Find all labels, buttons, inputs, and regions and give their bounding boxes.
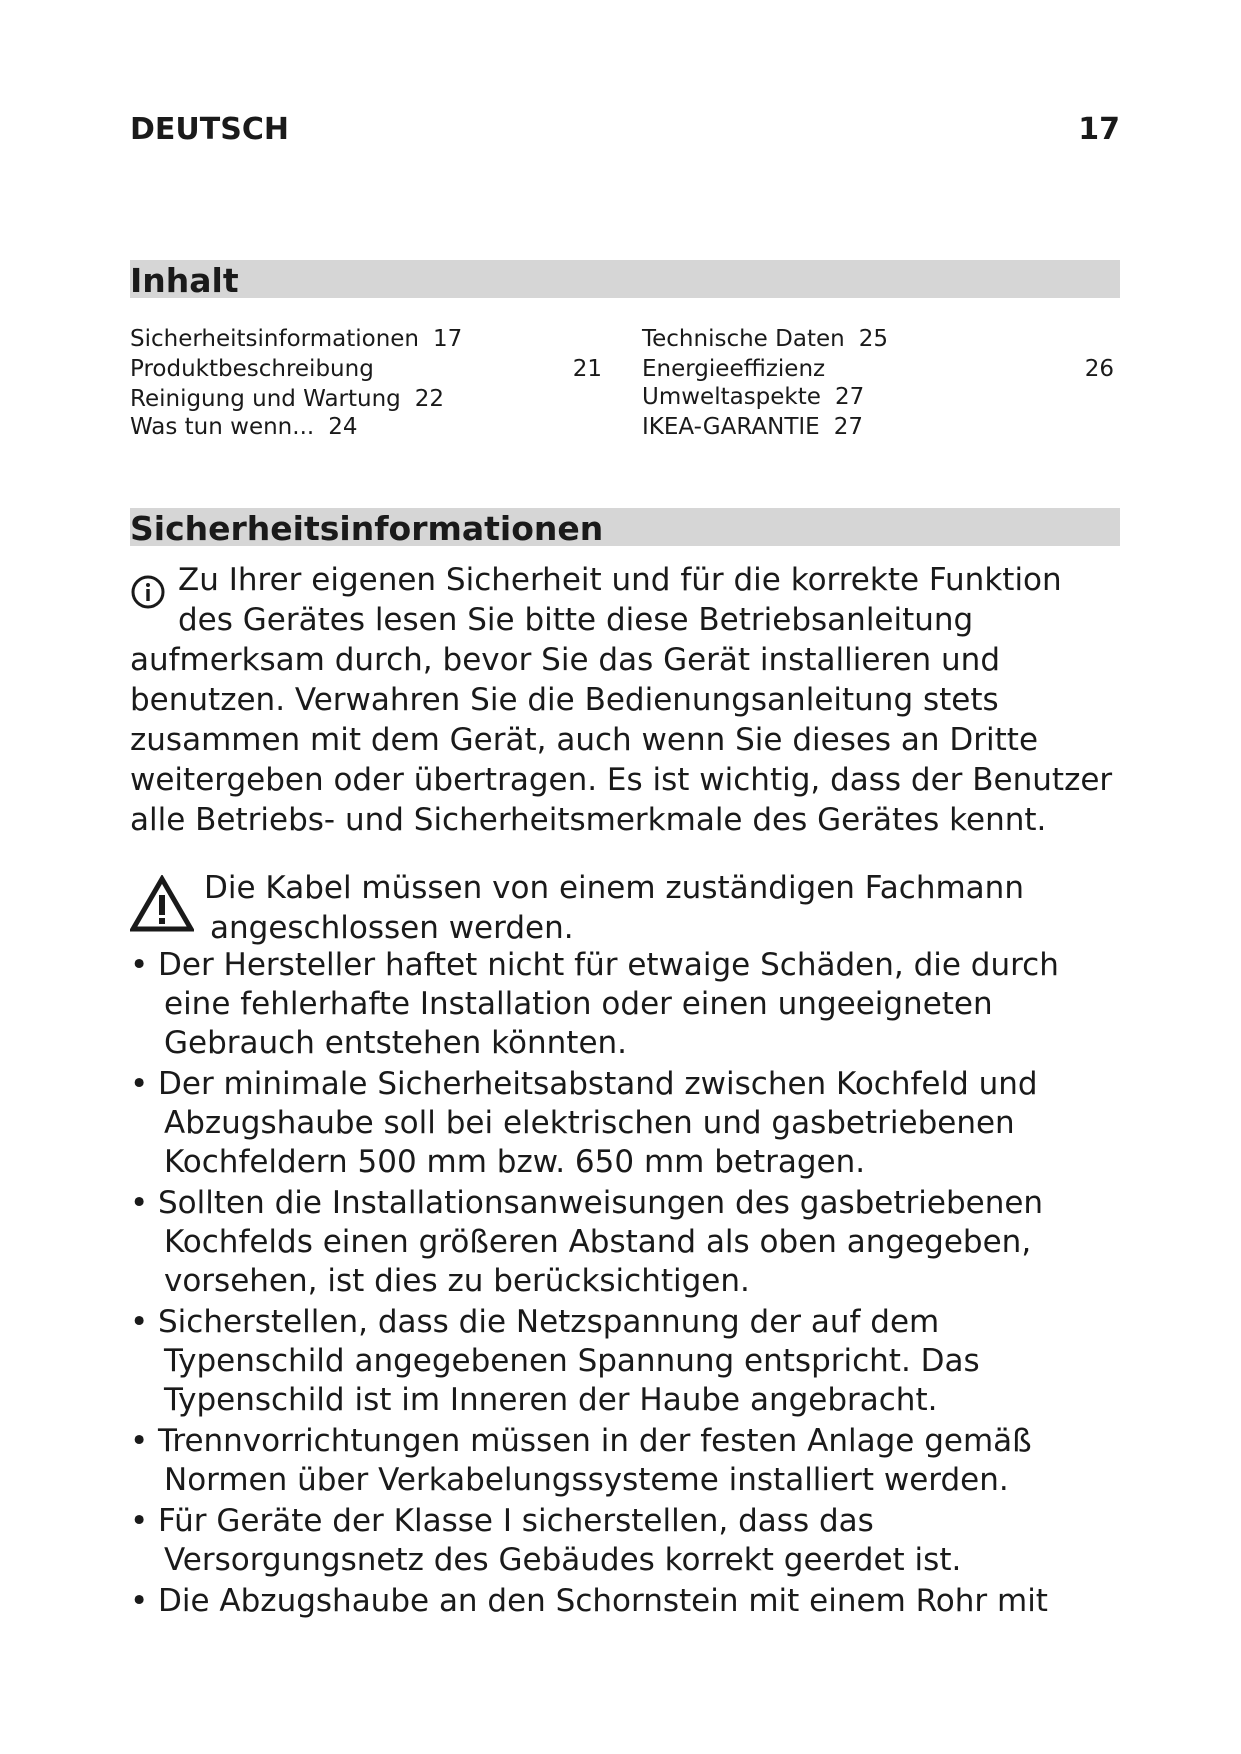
toc-item[interactable] xyxy=(642,412,863,442)
safety-bullet-list xyxy=(130,946,1130,1623)
bullet-dot: • xyxy=(130,1185,149,1221)
toc-item[interactable] xyxy=(130,412,357,442)
text-line: des Gerätes lesen Sie bitte diese Betriebsanleitung xyxy=(178,602,974,638)
toc-item-page: 26 xyxy=(1084,356,1114,382)
text-line: • Der minimale Sicherheitsabstand zwischen Kochfeld und xyxy=(130,1066,1038,1102)
text-line: Gebrauch entstehen könnten. xyxy=(164,1025,628,1061)
list-item xyxy=(130,946,1130,1063)
text-line: Die Kabel müssen von einem zuständigen Fachmann xyxy=(204,870,1024,906)
toc-item-label: Produktbeschreibung xyxy=(130,356,374,382)
toc-item-label: Technische Daten xyxy=(642,326,845,352)
text-line: Typenschild ist im Inneren der Haube angebracht. xyxy=(164,1382,938,1418)
bullet-dot: • xyxy=(130,1066,149,1102)
safety-title: Sicherheitsinformationen xyxy=(130,509,604,548)
toc-item-page: 27 xyxy=(833,414,863,440)
toc-item-page: 24 xyxy=(328,414,358,440)
text-line: Abzugshaube soll bei elektrischen und gasbetriebenen xyxy=(164,1105,1015,1141)
bullet-dot: • xyxy=(130,1503,149,1539)
safety-intro-paragraph xyxy=(130,560,1130,840)
toc-item[interactable] xyxy=(642,354,1114,384)
list-item xyxy=(130,1184,1130,1301)
text-line: • Die Abzugshaube an den Schornstein mit einem Rohr mit xyxy=(130,1583,1048,1619)
toc-item-page: 22 xyxy=(414,386,445,412)
bullet-dot: • xyxy=(130,1423,149,1459)
text-line: weitergeben oder übertragen. Es ist wichtig, dass der Benutzer xyxy=(130,762,1113,798)
text-line: Normen über Verkabelungssysteme installiert werden. xyxy=(164,1462,1009,1498)
text-line: • Trennvorrichtungen müssen in der festen Anlage gemäß xyxy=(130,1423,1032,1459)
text-line: • Für Geräte der Klasse I sicherstellen, dass das xyxy=(130,1503,874,1539)
toc-item[interactable] xyxy=(130,384,444,414)
toc-title: Inhalt xyxy=(130,261,239,300)
toc-item-label: Sicherheitsinformationen xyxy=(130,326,420,352)
text-line: aufmerksam durch, bevor Sie das Gerät installieren und xyxy=(130,642,1000,678)
safety-warning-paragraph xyxy=(130,868,1130,948)
list-item xyxy=(130,1422,1130,1500)
text-line: • Sollten die Installationsanweisungen des gasbetriebenen xyxy=(130,1185,1044,1221)
bullet-dot: • xyxy=(130,1304,149,1340)
text-line: Typenschild angegebenen Spannung entspricht. Das xyxy=(164,1343,980,1379)
text-line: zusammen mit dem Gerät, auch wenn Sie dieses an Dritte xyxy=(130,722,1039,758)
text-line: angeschlossen werden. xyxy=(210,910,574,946)
page-number: 17 xyxy=(1078,112,1120,147)
toc-item-page: 25 xyxy=(858,326,888,352)
list-item xyxy=(130,1065,1130,1182)
bullet-dot: • xyxy=(130,1583,149,1619)
list-item xyxy=(130,1582,1130,1621)
toc-item-page: 17 xyxy=(433,326,463,352)
toc-item[interactable] xyxy=(130,324,462,354)
toc-item-label: Energieeffizienz xyxy=(642,356,826,382)
text-line: eine fehlerhafte Installation oder einen ungeeigneten xyxy=(164,986,993,1022)
text-line: Versorgungsnetz des Gebäudes korrekt geerdet ist. xyxy=(164,1542,962,1578)
text-line: • Sicherstellen, dass die Netzspannung der auf dem xyxy=(130,1304,940,1340)
text-line: alle Betriebs- und Sicherheitsmerkmale des Gerätes kennt. xyxy=(130,802,1047,838)
toc-item-label: Was tun wenn... xyxy=(130,414,315,440)
toc-item-label: Reinigung und Wartung xyxy=(130,386,401,412)
text-line: Kochfeldern 500 mm bzw. 650 mm betragen. xyxy=(164,1144,866,1180)
toc-item[interactable] xyxy=(642,382,864,412)
text-line: • Der Hersteller haftet nicht für etwaige Schäden, die durch xyxy=(130,947,1059,983)
text-line: Kochfelds einen größeren Abstand als oben angegeben, xyxy=(164,1224,1032,1260)
bullet-dot: • xyxy=(130,947,149,983)
list-item xyxy=(130,1303,1130,1420)
list-item xyxy=(130,1502,1130,1580)
text-line: vorsehen, ist dies zu berücksichtigen. xyxy=(164,1263,750,1299)
toc-item-label: Umweltaspekte xyxy=(642,384,821,410)
toc-item[interactable] xyxy=(130,354,602,384)
toc-title-bar xyxy=(130,260,1120,298)
toc-item-label: IKEA-GARANTIE xyxy=(642,414,820,440)
toc-item[interactable] xyxy=(642,324,888,354)
text-line: benutzen. Verwahren Sie die Bedienungsanleitung stets xyxy=(130,682,999,718)
toc-item-page: 27 xyxy=(834,384,865,410)
document-language-label: DEUTSCH xyxy=(130,112,289,147)
text-line: Zu Ihrer eigenen Sicherheit und für die korrekte Funktion xyxy=(178,562,1062,598)
toc-item-page: 21 xyxy=(572,356,602,382)
